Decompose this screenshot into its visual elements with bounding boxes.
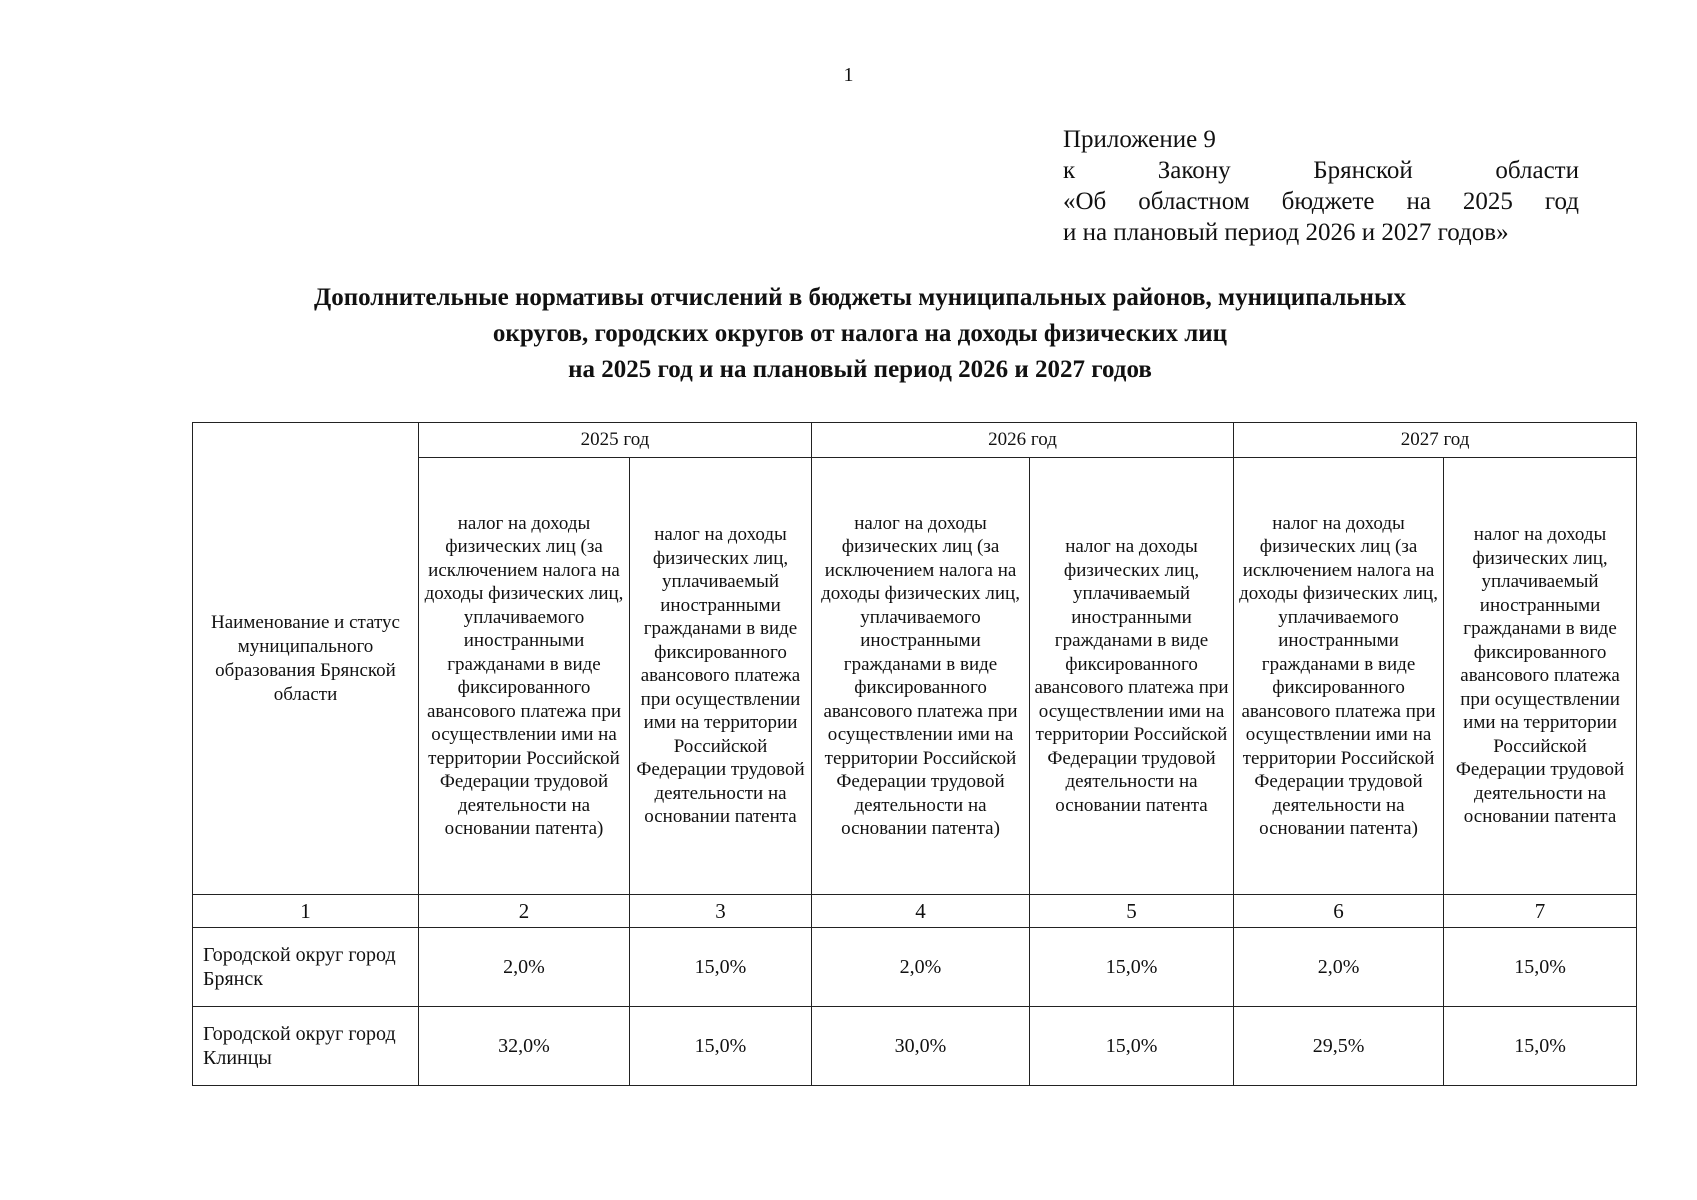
norm-value: 15,0% [630,1007,812,1086]
norm-value: 15,0% [1030,1007,1234,1086]
column-number-row [193,895,1637,928]
column-description: налог на доходы физических лиц (за исключением налога на доходы физических лиц, уплачиваемого иностранными гражданами в виде фиксированного авансового платежа при осуществлении ими на территории Российской Федерации трудовой деятельности на основании патента) [1234,458,1444,895]
table-row [193,928,1637,1007]
column-number: 4 [812,895,1030,928]
norm-value: 15,0% [1444,1007,1637,1086]
norm-value: 2,0% [419,928,630,1007]
column-number: 2 [419,895,630,928]
norm-value: 32,0% [419,1007,630,1086]
column-description: налог на доходы физических лиц, уплачиваемый иностранными гражданами в виде фиксированного авансового платежа при осуществлении ими на территории Российской Федерации трудовой деятельности на основании патента [1030,458,1234,895]
document-title [120,280,1600,388]
appendix-line: и на плановый период 2026 и 2027 годов» [1063,219,1509,246]
year-header-2025: 2025 год [419,423,812,458]
norm-value: 2,0% [812,928,1030,1007]
column-number: 1 [193,895,419,928]
appendix-line: «Об областном бюджете на 2025 год [1063,188,1579,215]
title-line: округов, городских округов от налога на доходы физических лиц [492,320,1228,347]
municipality-name: Городской округ город Клинцы [193,1007,419,1086]
municipality-name: Городской округ город Брянск [193,928,419,1007]
column-number: 3 [630,895,812,928]
norm-value: 30,0% [812,1007,1030,1086]
name-column-header: Наименование и статус муниципального образования Брянской области [193,423,419,895]
appendix-line: Приложение 9 [1063,126,1216,153]
norm-value: 15,0% [1444,928,1637,1007]
norm-value: 29,5% [1234,1007,1444,1086]
appendix-block [1063,124,1579,248]
column-number: 6 [1234,895,1444,928]
column-description: налог на доходы физических лиц, уплачиваемый иностранными гражданами в виде фиксированного авансового платежа при осуществлении ими на территории Российской Федерации трудовой деятельности на основании патента [1444,458,1637,895]
norm-value: 15,0% [1030,928,1234,1007]
column-number: 7 [1444,895,1637,928]
title-line: Дополнительные нормативы отчислений в бюджеты муниципальных районов, муниципальных [314,284,1406,311]
page-number: 1 [843,64,854,86]
norms-table [192,422,1637,1086]
year-header-row [193,423,1637,458]
table-row [193,1007,1637,1086]
column-number: 5 [1030,895,1234,928]
column-description: налог на доходы физических лиц, уплачиваемый иностранными гражданами в виде фиксированного авансового платежа при осуществлении ими на территории Российской Федерации трудовой деятельности на основании патента [630,458,812,895]
column-description: налог на доходы физических лиц (за исключением налога на доходы физических лиц, уплачиваемого иностранными гражданами в виде фиксированного авансового платежа при осуществлении ими на территории Российской Федерации трудовой деятельности на основании патента) [812,458,1030,895]
norm-value: 2,0% [1234,928,1444,1007]
title-line: на 2025 год и на плановый период 2026 и 2027 годов [568,356,1152,383]
appendix-line: к Закону Брянской области [1063,157,1579,184]
column-description: налог на доходы физических лиц (за исключением налога на доходы физических лиц, уплачиваемого иностранными гражданами в виде фиксированного авансового платежа при осуществлении ими на территории Российской Федерации трудовой деятельности на основании патента) [419,458,630,895]
year-header-2026: 2026 год [812,423,1234,458]
year-header-2027: 2027 год [1234,423,1637,458]
norm-value: 15,0% [630,928,812,1007]
